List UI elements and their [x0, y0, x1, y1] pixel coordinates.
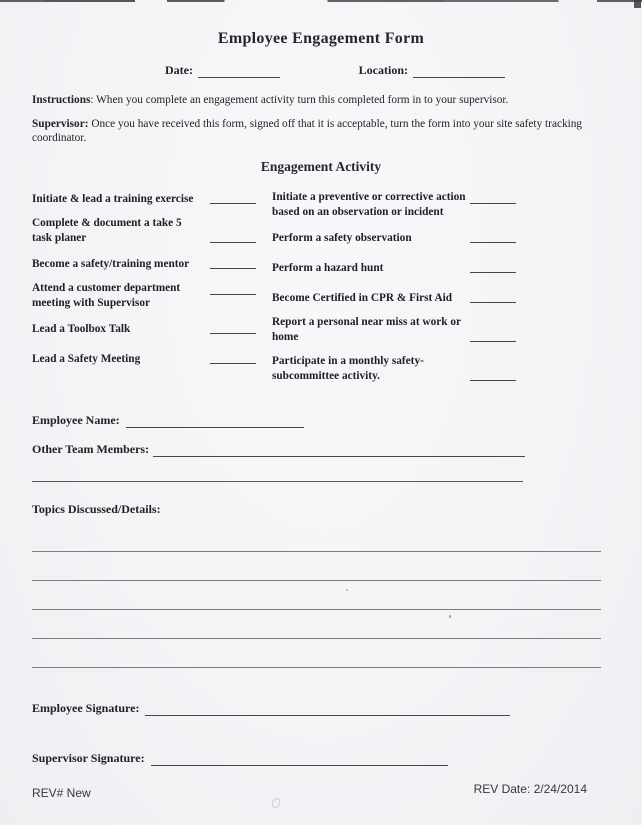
- employee-signature-label: Employee Signature:: [32, 700, 140, 715]
- scan-smudge-artifact: [271, 797, 281, 809]
- topics-label: Topics Discussed/Details:: [32, 501, 161, 516]
- activity-line: [470, 367, 516, 381]
- activity-label: Lead a Safety Meeting: [32, 352, 141, 365]
- activity-label: Initiate a preventive or corrective action based on an observation or incident: [272, 190, 466, 218]
- activity-row: [272, 229, 516, 246]
- revision-footer: [32, 781, 587, 800]
- activity-line: [210, 255, 256, 269]
- activity-row: [32, 320, 256, 337]
- rev-number: REV# New: [32, 785, 91, 800]
- supervisor-signature-line: [151, 752, 448, 766]
- other-team-members-line: [153, 443, 525, 457]
- activity-line: [210, 320, 256, 334]
- date-line: [198, 64, 280, 78]
- supervisor-signature-label: Supervisor Signature:: [32, 750, 145, 765]
- employee-name-field: [32, 413, 610, 428]
- supervisor-label: Supervisor:: [32, 117, 89, 130]
- activity-line: [470, 259, 516, 273]
- topics-writing-line: [32, 638, 601, 639]
- scan-speck-artifact: [346, 589, 348, 591]
- location-line: [413, 64, 505, 78]
- activity-row: [32, 281, 256, 311]
- instructions-paragraph: [32, 93, 610, 108]
- scan-corner-artifact: [634, 0, 641, 8]
- topics-writing-line: [32, 667, 601, 668]
- supervisor-signature-field: [32, 751, 610, 766]
- activity-label: Lead a Toolbox Talk: [32, 322, 131, 335]
- activity-label: Become Certified in CPR & First Aid: [272, 291, 453, 304]
- activity-row: [272, 259, 516, 276]
- activity-label: Initiate & lead a training exercise: [32, 192, 194, 205]
- activity-label: Report a personal near miss at work or home: [272, 315, 461, 343]
- employee-signature-line: [145, 702, 510, 716]
- activity-line: [210, 350, 256, 364]
- activities-column-left: [32, 190, 256, 393]
- activity-line: [470, 229, 516, 243]
- location-label: Location:: [358, 63, 408, 77]
- employee-name-label: Employee Name:: [32, 412, 120, 427]
- topics-writing-line: [32, 609, 601, 610]
- activity-row: [32, 216, 256, 246]
- instructions-label: Instructions: [32, 94, 91, 106]
- activity-row: [272, 190, 516, 220]
- activity-label: Complete & document a take 5 task planer: [32, 216, 182, 244]
- activity-line: [470, 289, 516, 303]
- activity-label: Become a safety/training mentor: [32, 257, 190, 270]
- activity-row: [32, 255, 256, 272]
- activities-grid: [32, 190, 610, 393]
- other-team-members-line-2: [32, 481, 523, 482]
- activity-line: [210, 190, 256, 204]
- activity-line: [470, 190, 516, 204]
- activity-label: Attend a customer department meeting with Supervisor: [32, 281, 181, 309]
- scan-edge-artifact: [0, 0, 642, 2]
- activity-line: [470, 328, 516, 342]
- other-team-members-label: Other Team Members:: [32, 441, 150, 456]
- form-title: Employee Engagement Form: [217, 30, 425, 47]
- location-field: [359, 63, 505, 78]
- scan-speck-artifact: [449, 615, 451, 618]
- date-label: Date:: [165, 63, 193, 77]
- activity-row: [32, 190, 256, 207]
- activity-row: [272, 354, 516, 384]
- activity-line: [210, 281, 256, 295]
- date-location-row: [165, 63, 505, 78]
- activities-column-right: [272, 190, 516, 393]
- activity-line: [210, 229, 256, 243]
- topics-writing-line: [32, 580, 601, 581]
- rev-date: REV Date: 2/24/2014: [473, 781, 587, 796]
- supervisor-paragraph: [32, 117, 610, 146]
- activity-row: [272, 289, 516, 306]
- employee-name-line: [126, 414, 304, 428]
- activity-row: [272, 315, 516, 345]
- instructions-text: : When you complete an engagement activity turn this completed form in to your supervisor.: [90, 94, 509, 106]
- section-title: Engagement Activity: [260, 158, 382, 174]
- supervisor-text: Once you have received this form, signed off that it is acceptable, turn the form into your site safety tracking coordinator.: [32, 117, 583, 144]
- activity-row: [32, 350, 256, 367]
- activity-label: Participate in a monthly safety-subcommittee activity.: [272, 354, 424, 382]
- activity-label: Perform a hazard hunt: [272, 261, 384, 274]
- date-field: [165, 63, 280, 78]
- activity-label: Perform a safety observation: [272, 231, 412, 244]
- employee-signature-field: [32, 701, 610, 716]
- topics-writing-line: [32, 551, 601, 552]
- other-team-members-field: [32, 442, 525, 457]
